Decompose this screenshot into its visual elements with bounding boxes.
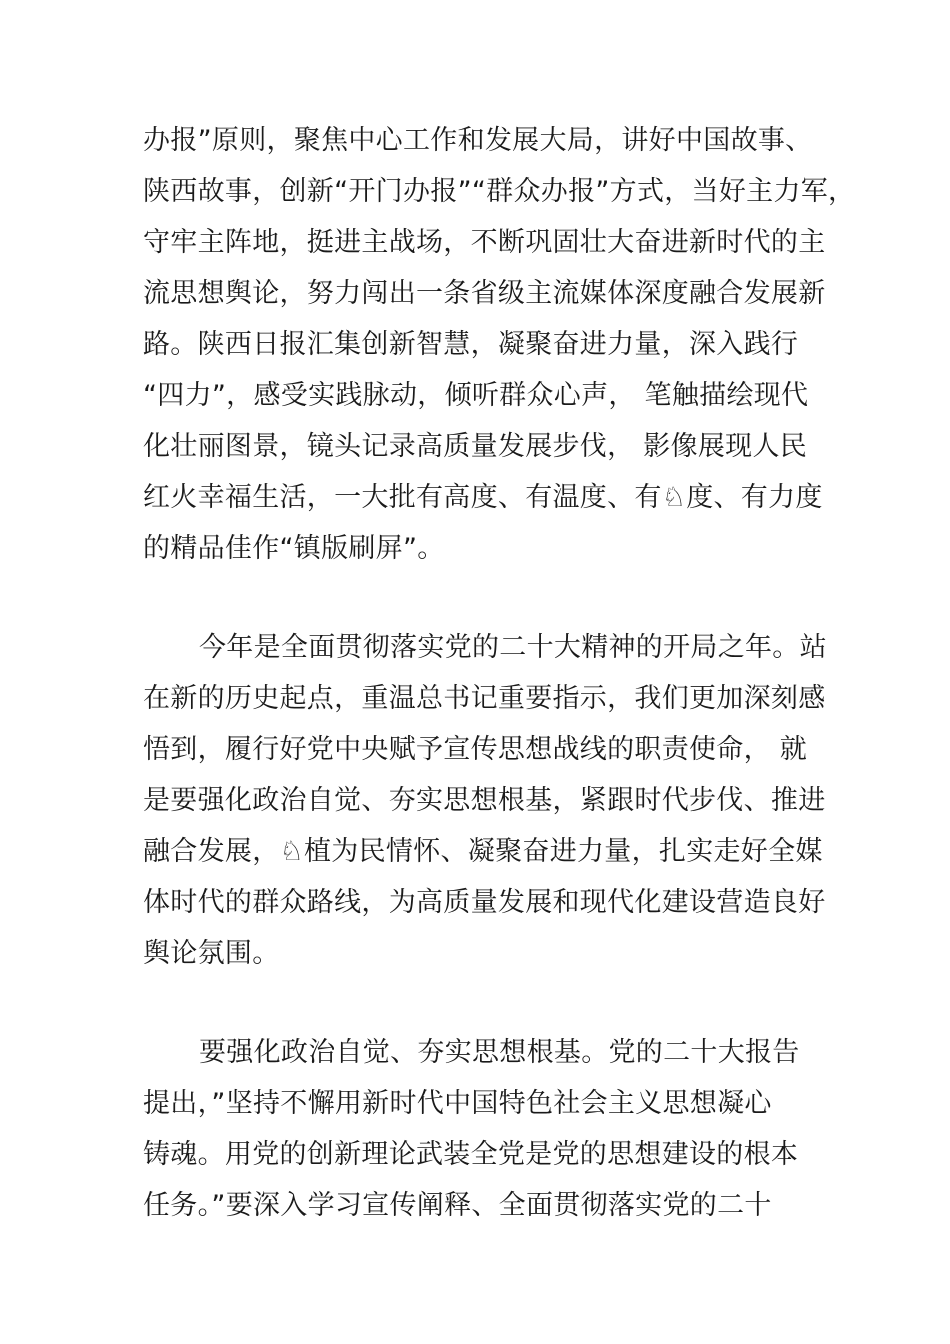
text-line: 是要强化政治自觉、夯实思想根基，紧跟时代步伐、推进 <box>143 785 826 816</box>
text-line: 融合发展，♘植为民情怀、凝聚奋进力量，扎实走好全媒 <box>143 836 823 867</box>
text-line: 铸魂。用党的创新理论武装全党是党的思想建设的根本 <box>143 1139 799 1170</box>
text-line: 流思想舆论，努力闯出一条省级主流媒体深度融合发展新 <box>143 278 826 309</box>
paragraph-2 <box>143 622 843 979</box>
text-line: 办报”原则，聚焦中心工作和发展大局，讲好中国故事、 <box>143 125 813 156</box>
text-line: 路。陕西日报汇集创新智慧，凝聚奋进力量，深入践行 <box>143 329 799 360</box>
text-line: 守牢主阵地，挺进主战场，不断巩固壮大奋进新时代的主 <box>143 227 826 258</box>
text-line: 体时代的群众路线，为高质量发展和现代化建设营造良好 <box>143 887 826 918</box>
text-line: 在新的历史起点，重温总书记重要指示，我们更加深刻感 <box>143 683 826 714</box>
text-line: 任务。”要深入学习宣传阐释、全面贯彻落实党的二十 <box>143 1190 772 1221</box>
paragraph-1 <box>143 115 856 574</box>
text-line: “四力”，感受实践脉动，倾听群众心声， 笔触描绘现代 <box>143 380 809 411</box>
text-line: 化壮丽图景，镜头记录高质量发展步伐， 影像展现人民 <box>143 431 808 462</box>
text-line-first: 今年是全面贯彻落实党的二十大精神的开局之年。站 <box>199 632 827 663</box>
text-line: 悟到，履行好党中央赋予宣传思想战线的职责使命， 就 <box>143 734 808 765</box>
text-line: 的精品佳作“镇版刷屏”。 <box>143 533 445 564</box>
text-line: 陕西故事，创新“开门办报”“群众办报”方式，当好主力军， <box>143 176 856 207</box>
text-line: 舆论氛围。 <box>143 938 280 969</box>
paragraph-3 <box>143 1027 843 1231</box>
text-line-first: 要强化政治自觉、夯实思想根基。党的二十大报告 <box>199 1037 800 1068</box>
text-line: 红火幸福生活，一大批有高度、有温度、有♘度、有力度 <box>143 482 823 513</box>
text-line: 提出，”坚持不懈用新时代中国特色社会主义思想凝心 <box>143 1088 772 1119</box>
